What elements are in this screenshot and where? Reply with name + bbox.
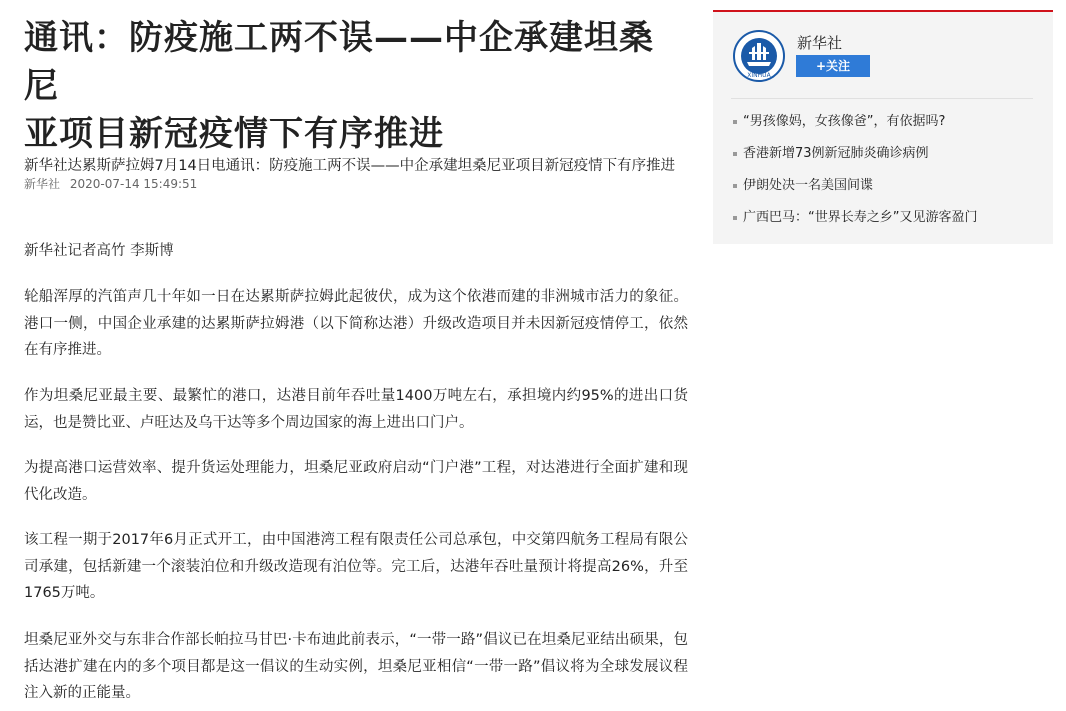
sidebar-divider — [731, 98, 1033, 99]
related-news-item[interactable] — [731, 138, 1037, 170]
article-title-line-2: 亚项目新冠疫情下有序推进 — [24, 114, 444, 154]
related-news-title: 香港新增73例新冠肺炎确诊病例 — [743, 146, 929, 161]
related-news-title: 广西巴马：“世界长寿之乡”又见游客盈门 — [743, 210, 978, 225]
related-news-list — [731, 106, 1037, 234]
related-news-title: “男孩像妈，女孩像爸”，有依据吗? — [743, 114, 946, 129]
article-datetime: 2020-07-14 15:49:51 — [69, 177, 198, 191]
article-paragraph: 该工程一期于2017年6月正式开工，由中国港湾工程有限责任公司总承包，中交第四航务工程局有限公司承建，包括新建一个滚装泊位和升级改造现有泊位等。完工后，达港年吞吐量预计将提高26%，升至1765万吨。 — [24, 532, 688, 601]
article-title-line-1: 通讯：防疫施工两不误——中企承建坦桑尼 — [24, 18, 654, 106]
svg-text:XINHUA: XINHUA — [747, 72, 771, 79]
bullet-icon — [733, 184, 737, 188]
xinhua-logo-icon[interactable] — [733, 30, 785, 82]
article-paragraph: 坦桑尼亚外交与东非合作部长帕拉马甘巴·卡布迪此前表示，“一带一路”倡议已在坦桑尼亚结出硕果，包括达港扩建在内的多个项目都是这一倡议的生动实例，坦桑尼亚相信“一带一路”倡议将为全球发展议程注入新的正能量。 — [24, 632, 688, 701]
bullet-icon — [733, 216, 737, 220]
related-news-item[interactable] — [731, 106, 1037, 138]
bullet-icon — [733, 152, 737, 156]
article-paragraph: 为提高港口运营效率、提升货运处理能力，坦桑尼亚政府启动“门户港”工程，对达港进行全面扩建和现代化改造。 — [24, 460, 688, 503]
article-paragraph: 新华社达累斯萨拉姆7月14日电通讯：防疫施工两不误——中企承建坦桑尼亚项目新冠疫情下有序推进 — [24, 158, 676, 174]
article-paragraph: 新华社记者高竹 李斯博 — [24, 243, 174, 259]
related-news-item[interactable] — [731, 202, 1037, 234]
sidebar-source-name[interactable]: 新华社 — [797, 34, 843, 52]
bullet-icon — [733, 120, 737, 124]
related-news-item[interactable] — [731, 170, 1037, 202]
sidebar — [713, 10, 1053, 244]
article-source: 新华社 — [24, 177, 61, 191]
article — [24, 14, 688, 701]
article-paragraph: 轮船浑厚的汽笛声几十年如一日在达累斯萨拉姆此起彼伏，成为这个依港而建的非洲城市活力的象征。港口一侧，中国企业承建的达累斯萨拉姆港（以下简称达港）升级改造项目并未因新冠疫情停工，依然在有序推进。 — [24, 289, 688, 358]
related-news-title: 伊朗处决一名美国间谍 — [743, 178, 874, 193]
article-title — [24, 14, 688, 158]
follow-button[interactable]: +关注 — [796, 55, 870, 77]
article-paragraph: 作为坦桑尼亚最主要、最繁忙的港口，达港目前年吞吐量1400万吨左右，承担境内约95%的进出口货运，也是赞比亚、卢旺达及乌干达等多个周边国家的海上进出口门户。 — [24, 388, 688, 431]
